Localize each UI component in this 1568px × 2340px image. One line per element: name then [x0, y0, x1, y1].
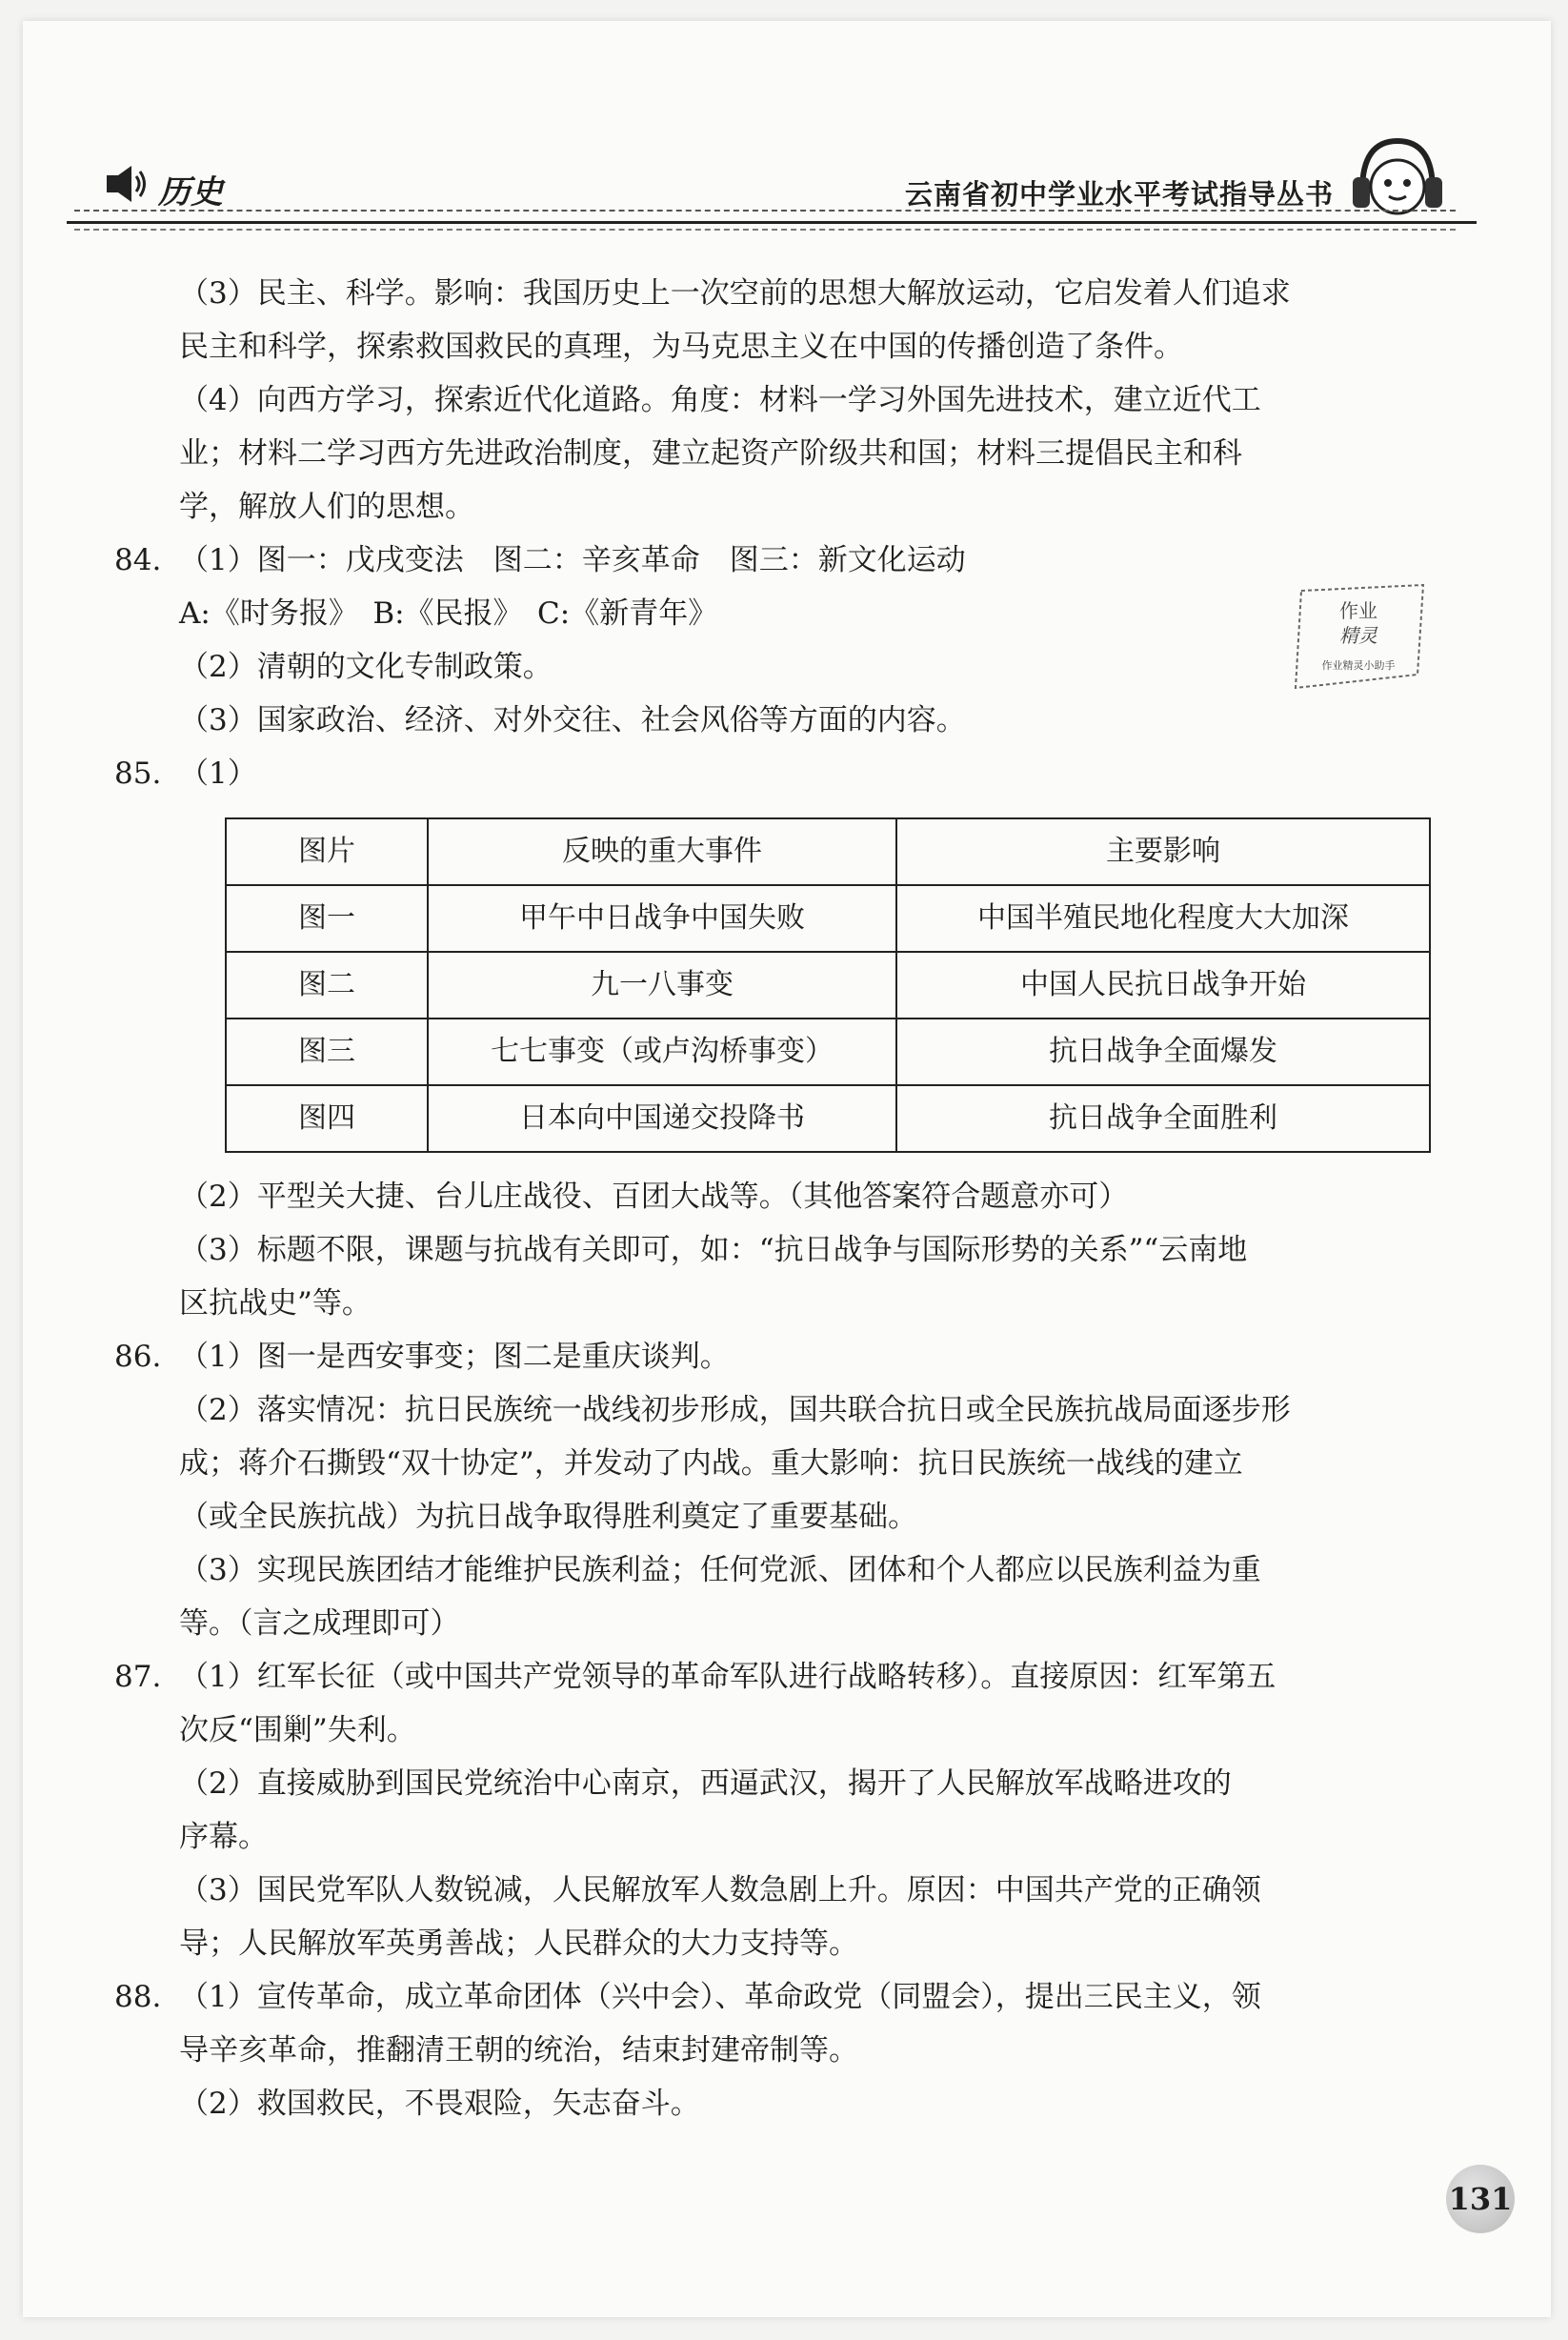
q86-2-line2: 成；蒋介石撕毁“双十协定”，并发动了内战。重大影响：抗日民族统一战线的建立 — [179, 1446, 1243, 1481]
q87-number: 87. — [114, 1660, 162, 1694]
answer-content — [114, 267, 1448, 2130]
table-cell: 日本向中国递交投降书 — [428, 1085, 896, 1152]
table-cell: 抗日战争全面胜利 — [896, 1085, 1430, 1152]
header-dash-line-lower — [74, 229, 1456, 231]
table-header-cell: 图片 — [226, 818, 428, 885]
q84-2: （2）清朝的文化专制政策。 — [179, 650, 553, 684]
q87-2-line2: 序幕。 — [179, 1820, 268, 1854]
q83-4-line3: 学，解放人们的思想。 — [179, 490, 474, 524]
q88-2: （2）救国救民，不畏艰险，矢志奋斗。 — [179, 2087, 700, 2121]
stamp-line2: 精灵 — [1339, 624, 1377, 647]
q87-3-line1: （3）国民党军队人数锐减，人民解放军人数急剧上升。原因：中国共产党的正确领 — [179, 1873, 1261, 1907]
q83-3-line1: （3）民主、科学。影响：我国历史上一次空前的思想大解放运动，它启发着人们追求 — [179, 276, 1291, 311]
table-cell: 七七事变（或卢沟桥事变） — [428, 1019, 896, 1085]
q85-3-line1: （3）标题不限，课题与抗战有关即可，如：“抗日战争与国际形势的关系”“云南地 — [179, 1233, 1248, 1267]
stamp-line1: 作业 — [1339, 599, 1377, 622]
table-row — [226, 885, 1430, 952]
subject-label: 历史 — [158, 173, 223, 212]
q84-1-line2: A:《时务报》 B:《民报》 C:《新青年》 — [179, 596, 718, 631]
page — [23, 21, 1551, 2317]
table-cell: 图三 — [226, 1019, 428, 1085]
q88-1-line1 — [114, 1970, 1448, 2024]
q87-1-text: （1）红军长征（或中国共产党领导的革命军队进行战略转移）。直接原因：红军第五 — [179, 1660, 1277, 1694]
header-dash-line — [74, 210, 1456, 212]
q86-1-text: （1）图一是西安事变；图二是重庆谈判。 — [179, 1340, 730, 1374]
table-row — [226, 1019, 1430, 1085]
table-cell: 九一八事变 — [428, 952, 896, 1019]
q88-1-text: （1）宣传革命，成立革命团体（兴中会）、革命政党（同盟会），提出三民主义，领 — [179, 1980, 1261, 2014]
q84-number: 84. — [114, 543, 162, 577]
q88-number: 88. — [114, 1980, 162, 2014]
q84-1-line1 — [114, 534, 1448, 587]
q87-1-line2: 次反“围剿”失利。 — [179, 1713, 416, 1747]
q83-4-line1: （4）向西方学习，探索近代化道路。角度：材料一学习外国先进技术，建立近代工 — [179, 383, 1261, 417]
table-cell: 抗日战争全面爆发 — [896, 1019, 1430, 1085]
table-header-cell: 反映的重大事件 — [428, 818, 896, 885]
q87-3-line2: 导；人民解放军英勇善战；人民群众的大力支持等。 — [179, 1926, 858, 1961]
table-cell: 图四 — [226, 1085, 428, 1152]
q86-2-line3: （或全民族抗战）为抗日战争取得胜利奠定了重要基础。 — [179, 1500, 917, 1534]
q83-4-line2: 业；材料二学习西方先进政治制度，建立起资产阶级共和国；材料三提倡民主和科 — [179, 436, 1242, 471]
q86-number: 86. — [114, 1340, 162, 1374]
q85-3-line2: 区抗战史”等。 — [179, 1286, 372, 1321]
q85-1 — [114, 747, 1448, 800]
table-row — [226, 952, 1430, 1019]
q83-3-line2: 民主和科学，探索救国救民的真理，为马克思主义在中国的传播创造了条件。 — [179, 330, 1183, 364]
q86-1 — [114, 1330, 1448, 1383]
q88-1-line2: 导辛亥革命，推翻清王朝的统治，结束封建帝制等。 — [179, 2033, 858, 2068]
q85-1-text: （1） — [179, 756, 257, 791]
q85-2: （2）平型关大捷、台儿庄战役、百团大战等。（其他答案符合题意亦可） — [179, 1180, 1129, 1214]
page-number: 131 — [1446, 2165, 1515, 2233]
stamp-line3: 作业精灵小助手 — [1321, 659, 1396, 672]
q86-2-line1: （2）落实情况：抗日民族统一战线初步形成，国共联合抗日或全民族抗战局面逐步形 — [179, 1393, 1291, 1427]
q85-number: 85. — [114, 756, 162, 791]
answer-table — [225, 817, 1431, 1153]
q86-3-line1: （3）实现民族团结才能维护民族利益；任何党派、团体和个人都应以民族利益为重 — [179, 1553, 1261, 1587]
q86-3-line2: 等。（言之成理即可） — [179, 1606, 460, 1641]
table-cell: 图一 — [226, 885, 428, 952]
table-cell: 中国人民抗日战争开始 — [896, 952, 1430, 1019]
q87-2-line1: （2）直接威胁到国民党统治中心南京，西逼武汉，揭开了人民解放军战略进攻的 — [179, 1766, 1232, 1801]
speaker-icon — [105, 162, 149, 206]
table-row — [226, 1085, 1430, 1152]
table-header-cell: 主要影响 — [896, 818, 1430, 885]
header-rule — [67, 221, 1477, 224]
table-cell: 甲午中日战争中国失败 — [428, 885, 896, 952]
headphone-mascot-icon — [1345, 133, 1450, 221]
q87-1-line1 — [114, 1650, 1448, 1704]
q84-3: （3）国家政治、经济、对外交往、社会风俗等方面的内容。 — [179, 703, 966, 737]
table-cell: 中国半殖民地化程度大大加深 — [896, 885, 1430, 952]
q84-1-text: （1）图一：戊戌变法 图二：辛亥革命 图三：新文化运动 — [179, 543, 966, 577]
series-title: 云南省初中学业水平考试指导丛书 — [904, 178, 1334, 211]
table-header-row — [226, 818, 1430, 885]
table-cell: 图二 — [226, 952, 428, 1019]
page-header — [67, 133, 1477, 248]
